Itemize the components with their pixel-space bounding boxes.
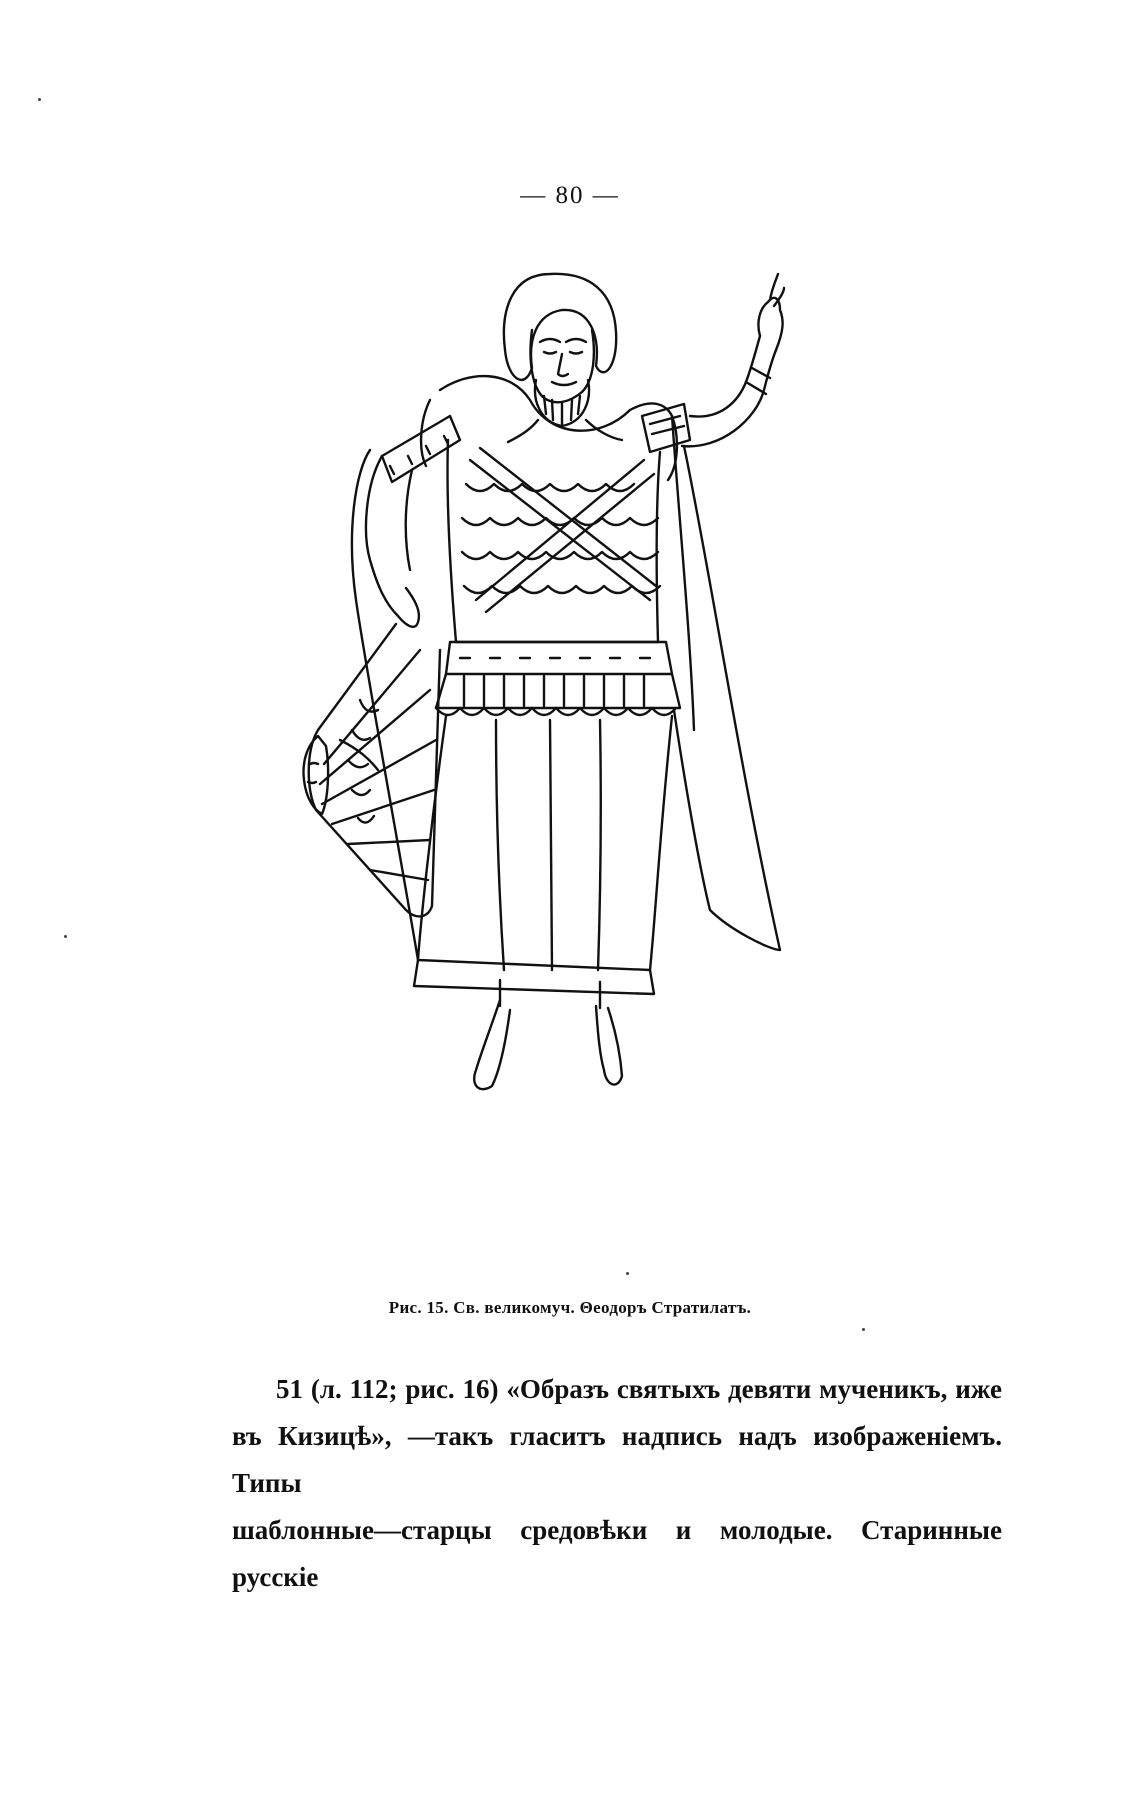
page-number: — 80 — xyxy=(520,182,620,209)
body-line: въ Кизицѣ», —такъ гласитъ надпись надъ изображеніемъ. Типы xyxy=(232,1421,1002,1498)
body-line: шаблонные—старцы средовѣки и молодые. Старинные русскіе xyxy=(232,1515,1002,1592)
scan-speck xyxy=(862,1328,865,1331)
figure-caption: Рис. 15. Св. великомуч. Θеодоръ Стратилатъ. xyxy=(388,1298,752,1317)
scan-speck xyxy=(64,935,67,938)
scan-speck xyxy=(626,1272,629,1275)
body-text xyxy=(232,1366,1002,1601)
figure-illustration xyxy=(300,270,900,1280)
scan-speck xyxy=(38,98,41,101)
body-line: 51 (л. 112; рис. 16) «Образъ святыхъ девяти мученикъ, иже xyxy=(276,1374,1002,1404)
